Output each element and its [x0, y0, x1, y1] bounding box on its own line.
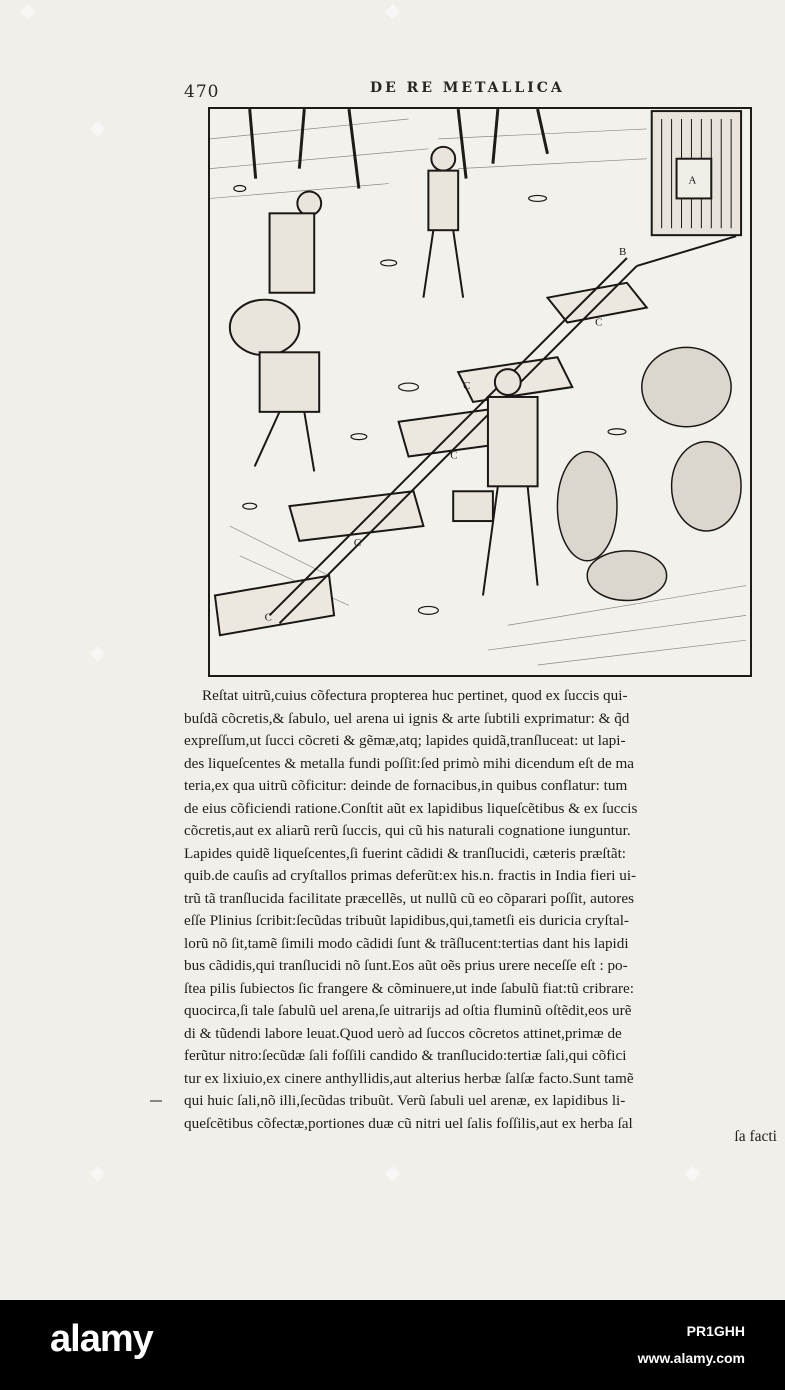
text-line: quocirca,ſi tale ſabulũ uel arena,ſe uitrarijs ad oſtia fluminũ oſtẽdit,eos urẽ [184, 1002, 632, 1019]
watermark-mark: ◆ [685, 1162, 701, 1184]
label-c1: C [595, 316, 603, 329]
label-b: B [618, 246, 627, 259]
text-line: de eius cõficiendi ratione.Conſtit aũt ex lapidibus liqueſcẽtibus & ex ſuccis [184, 799, 638, 817]
label-c5: C [264, 611, 272, 624]
figure-working [453, 369, 537, 595]
structure-a [652, 111, 741, 235]
text-line: teria,ex qua uitrũ cõficitur: deinde de fornacibus,in quibus conflatur: tum [184, 777, 628, 794]
watermark-mark: ◆ [90, 1162, 106, 1184]
text-line: quib.de cauſis ad cryſtallos primas deferũt:ex his.n. fractis in India fieri ui- [184, 867, 637, 884]
text-line: Reſtat uitrũ,cuius cõfectura propterea huc pertinet, quod ex ſuccis qui- [202, 687, 628, 704]
text-line: trũ tã tranſlucida facilitate præcellẽs, ut nullũ cũ eo cõparari poſſit, autores [184, 889, 634, 907]
text-line: lorũ nõ ſit,tamẽ ſimili modo cãdidi ſunt & trãſlucent:tertias dant his lapidi [184, 934, 629, 952]
watermark-mark: ◆ [385, 0, 401, 22]
text-line: Lapides quidẽ liqueſcentes,ſi fuerint cãdidi & tranſlucidi, cæteris præſtãt: [184, 844, 627, 862]
text-line: des liqueſcentes & metalla fundi poſſit:ſed primò mihi dicendum eſt de ma [184, 754, 635, 772]
page-number: 470 [184, 82, 220, 102]
text-line: queſcẽtibus cõfectæ,portiones duæ cũ nitri uel ſalis foſſilis,aut ex herba ſal [184, 1114, 633, 1132]
woodcut-svg [210, 109, 750, 675]
label-c3: C [450, 449, 458, 462]
label-a: A [688, 174, 697, 187]
text-line: di & tũdendi labore leuat.Quod uerò ad ſuccos cõcretos attinet,primæ de [184, 1024, 622, 1042]
running-head: DE RE METALLICA [370, 80, 565, 96]
label-c4: C [353, 536, 362, 549]
watermark-mark: ◆ [385, 1162, 401, 1184]
watermark-mark: ◆ [90, 117, 106, 139]
brand-logo: alamy [50, 1318, 153, 1360]
watermark-mark: ◆ [90, 642, 106, 664]
text-line: buſdã cõcretis,& ſabulo, uel arena ui ignis & arte ſubtili exprimatur: & q̃d [184, 709, 630, 727]
text-line: tur ex lixiuio,ex cinere anthyllidis,aut alterius herbæ ſalſæ facto.Sunt tamẽ [184, 1069, 634, 1087]
text-line: expreſſum,ut ſucci cõcreti & gẽmæ,atq; lapides quidã,tranſluceat: ut lapi- [184, 732, 626, 749]
text-line: qui huic ſali,nõ illi,ſecũdas tribuũt. Verũ ſabuli uel arenæ, ex lapidibus li- [184, 1092, 626, 1109]
woodcut-illustration [208, 107, 752, 677]
text-line: cõcretis,aut ex aliarũ rerũ ſuccis, qui cũ his naturali cognatione iunguntur. [184, 822, 631, 839]
text-line: ferũtur nitro:ſecũdæ ſali foſſili candido & tranſlucido:tertiæ ſali,qui cõfici [184, 1047, 627, 1064]
figure-with-basket [230, 191, 321, 471]
site-url: www.alamy.com [637, 1350, 745, 1366]
text-line: ſtea pilis ſubiectos ſic frangere & cõminuere,ut inde ſabulũ fiat:tũ cribrare: [184, 979, 634, 997]
text-line: eſſe Plinius ſcribit:ſecũdas tribuũt lapidibus,qui,tametſi eis duricia cryſtal- [184, 912, 629, 929]
image-id: PR1GHH [686, 1323, 745, 1339]
catchword: ſa facti [734, 1128, 777, 1145]
latin-text-block [184, 685, 780, 1135]
margin-mark [150, 1100, 162, 1102]
label-c2: C [463, 380, 471, 393]
text-line: bus cãdidis,qui tranſlucidi nõ ſunt.Eos aũt oẽs prius urere neceſſe eſt : po- [184, 957, 628, 974]
watermark-mark: ◆ [20, 0, 36, 22]
figure-standing [423, 147, 463, 298]
